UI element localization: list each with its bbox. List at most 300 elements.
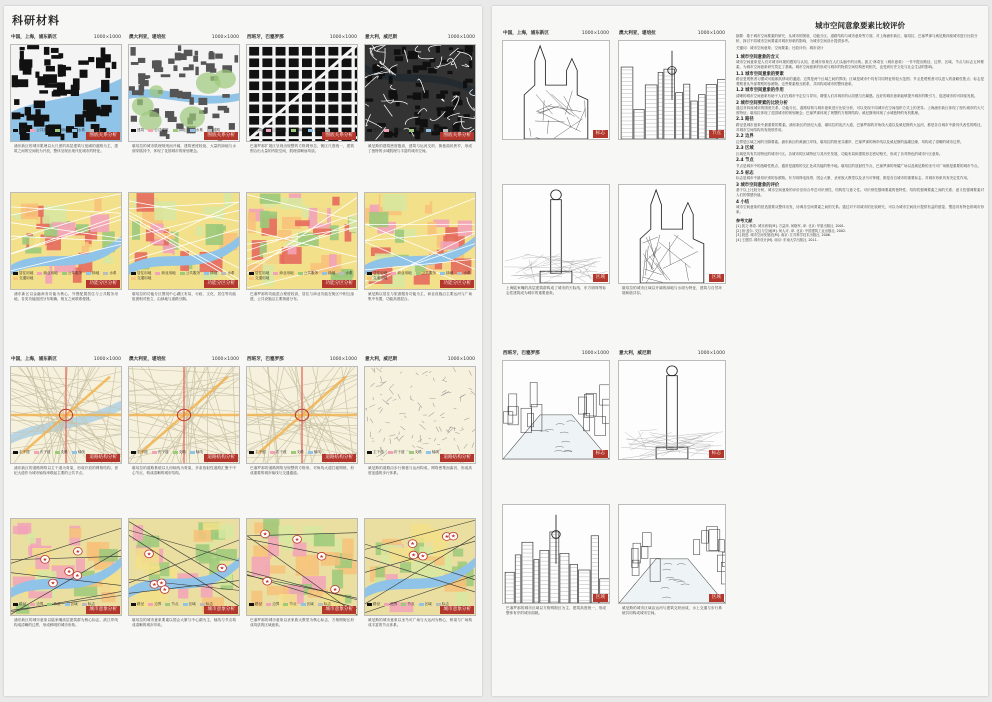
legend-item: [55, 450, 68, 454]
legend-item: [13, 450, 30, 454]
card-header: [618, 28, 726, 40]
landmarks-card: [128, 518, 240, 628]
legend-item: [30, 602, 43, 606]
map-legend: [13, 450, 85, 454]
svg-text:★: ★: [146, 551, 152, 558]
legend-swatch: [190, 451, 195, 454]
landmarks-card: [364, 518, 476, 628]
legend-swatch: [249, 272, 254, 275]
svg-text:★: ★: [42, 557, 48, 563]
legend-swatch: [283, 603, 288, 606]
legend-item: [270, 450, 287, 454]
article-title: 城市空间意象要素比较评价: [815, 21, 905, 30]
article-section-heading: 2.4 节点: [736, 158, 754, 164]
legend-swatch: [298, 272, 303, 275]
city-name: 澳大利亚，堪培拉: [129, 35, 166, 40]
legend-item: [367, 450, 384, 454]
legend-item: [416, 271, 436, 275]
legend-swatch: [367, 129, 372, 132]
article-section-heading: 2.1 路径: [736, 117, 754, 123]
axis-network-card: [246, 354, 358, 476]
reference-item: [4] 王建国. 城市设计[M]. 南京: 东南大学出版社, 2011.: [736, 237, 818, 242]
legend-item: [131, 128, 144, 132]
article-section-heading: 1.2 城市空间意象的作用: [736, 88, 784, 94]
analysis-caption: 堪培拉的功能分区围绕中心湖区布局，行政、文化、居住等功能组团相对独立，由绿地与道路分隔。: [132, 292, 236, 301]
figure-ground-drawing: [365, 45, 475, 141]
legend-label: 区域: [70, 602, 78, 606]
sketch-card: [618, 504, 726, 616]
analysis-caption: 威尼斯的建筑密度极高，建筑与运河交织，街巷曲折狭窄，形成了独特的水城肌理与丰富的城市空间。: [368, 144, 472, 153]
article-paragraph: 路径是观察者习惯或可能顺其移动的通道；边界是两个区域之间的界线；区域是城市中具有共同特征的较大范围；节点是观察者可以进入的战略性焦点；标志是观察者从外部观察的参照物。这些要素相互联系，共同构成城市的整体意象。: [736, 77, 984, 86]
analysis-caption: 浦东新区的城市意象以陆家嘴高层建筑群为核心标志，滨江岸线构成清晰的边界，形成鲜明的城市形象。: [14, 618, 118, 627]
legend-label: 交通用地: [373, 276, 388, 280]
legend-swatch: [148, 129, 153, 132]
article-paragraph: 城市空间意象的营造需要从整体出发，协调各空间要素之间的关系。通过对不同城市的比较研究，可以为城市空间设计提供有益的借鉴，塑造具有特色的城市形象。: [736, 205, 984, 214]
legend-label: 主干道: [373, 450, 384, 454]
legend-swatch: [457, 272, 462, 275]
sketch-drawing: [503, 505, 609, 603]
legend-swatch: [13, 603, 18, 606]
legend-item: [291, 128, 304, 132]
sketch-card: [502, 28, 610, 140]
legend-swatch: [131, 129, 136, 132]
legend-swatch: [103, 272, 108, 275]
map-legend: [13, 602, 95, 606]
svg-text:★: ★: [450, 533, 456, 540]
legend-label: 公共服务: [185, 271, 201, 275]
legend-label: 绿地: [328, 271, 336, 275]
legend-swatch: [131, 272, 136, 275]
legend-item: [173, 128, 186, 132]
legend-label: 边界: [272, 602, 280, 606]
svg-text:★: ★: [151, 582, 157, 588]
legend-item: [409, 450, 422, 454]
sketch-tag: 区域: [709, 594, 724, 602]
landmarks-drawing: [365, 519, 475, 615]
legend-item: [388, 450, 405, 454]
legend-label: 支路: [296, 450, 304, 454]
analysis-tag: 图底关系分析: [440, 132, 474, 140]
sketch-tag: 区域: [709, 274, 724, 282]
legend-item: [103, 271, 116, 275]
legend-label: 绿地: [60, 128, 68, 132]
legend-label: 居住用地: [373, 271, 388, 275]
legend-swatch: [34, 451, 39, 454]
legend-item: [221, 271, 234, 275]
sketch-card: [618, 348, 726, 460]
functional-zones-map: [364, 192, 476, 290]
legend-label: 主干道: [255, 450, 266, 454]
reference-item: [3] 段进. 城市空间发展论[M]. 南京: 江苏科学技术出版社, 2006.: [736, 233, 831, 238]
svg-text:★: ★: [332, 587, 338, 593]
landmarks-map: [10, 518, 122, 616]
city-name: 西班牙，巴塞罗那: [247, 357, 284, 362]
article-section-heading: 1 城市空间意象的含义: [736, 54, 780, 60]
sketch-tag: 标志: [593, 130, 608, 138]
legend-label: 居住用地: [255, 271, 270, 275]
sketch-drawing: [503, 185, 609, 283]
svg-text:★: ★: [50, 580, 56, 587]
map-legend: [249, 602, 331, 606]
legend-item: [322, 271, 335, 275]
legend-item: [384, 602, 397, 606]
legend-label: 路径: [137, 602, 145, 606]
sketch-image: [502, 184, 610, 284]
axis-network-drawing: [11, 367, 121, 463]
analysis-caption: 威尼斯以居住与旅游服务功能为主，商业设施沿主要运河与广场集中布置，功能高度混合。: [368, 292, 472, 301]
legend-swatch: [72, 451, 77, 454]
legend-item: [131, 271, 151, 275]
legend-item: [72, 450, 85, 454]
legend-swatch: [249, 277, 254, 280]
landmarks-map: [364, 518, 476, 616]
sketch-tag: 区域: [593, 594, 608, 602]
analysis-caption: 巴塞罗那的功能混合程度较高，居住与商业功能在街区中相互渗透，公共设施沿主要街道分布。: [250, 292, 354, 301]
legend-item: [72, 128, 85, 132]
legend-item: [301, 602, 314, 606]
legend-label: 轴线: [77, 450, 85, 454]
legend-label: 公共建筑: [36, 128, 51, 132]
legend-label: 主干道: [137, 450, 148, 454]
city-name: 意大利，威尼斯: [619, 351, 652, 356]
map-legend: [367, 450, 439, 454]
legend-label: 建筑: [137, 128, 145, 132]
legend-item: [131, 602, 144, 606]
svg-text:★: ★: [420, 554, 426, 560]
legend-swatch: [388, 451, 393, 454]
legend-item: [249, 602, 262, 606]
legend-label: 商业用地: [161, 271, 176, 275]
legend-label: 轴线: [195, 450, 203, 454]
sketch-drawing: [619, 41, 725, 139]
svg-text:★: ★: [262, 531, 268, 538]
legend-swatch: [291, 129, 296, 132]
analysis-caption: 浦东新区的道路网络以主干道为骨架，形成开放的网格结构，世纪大道作为城市轴线串联起主要的公共节点。: [14, 466, 118, 475]
legend-label: 区域: [424, 602, 432, 606]
card-header: [10, 354, 122, 366]
legend-label: 公共建筑: [272, 128, 287, 132]
legend-label: 区域: [188, 602, 196, 606]
sketch-drawing: [619, 505, 725, 603]
figure-ground-map: [128, 44, 240, 142]
legend-item: [13, 276, 33, 280]
legend-swatch: [426, 129, 431, 132]
axis-network-drawing: [129, 367, 239, 463]
map-size: 1000×1000: [697, 351, 725, 356]
sketch-image: [502, 504, 610, 604]
article-abstract: 摘要：基于城市空间要素的研究，从城市的图底、功能分区、道路结构与城市意象等方面，对上海浦东新区、堪培拉、巴塞罗那与威尼斯四座城市进行比较分析，探讨不同城市空间要素对城市形象的影响，为城市空间设计提供参考。: [736, 34, 978, 43]
legend-label: 次干道: [393, 450, 405, 454]
legend-label: 水系: [345, 271, 353, 275]
legend-swatch: [426, 451, 431, 454]
axis-network-drawing: [247, 367, 357, 463]
sketch-tag: 节点: [709, 130, 724, 138]
right-page: [492, 6, 988, 696]
legend-swatch: [249, 451, 254, 454]
sketch-drawing: [619, 361, 725, 459]
axis-network-card: [364, 354, 476, 476]
card-header: [246, 32, 358, 44]
legend-label: 交通用地: [255, 276, 270, 280]
legend-label: 建筑: [255, 128, 263, 132]
functional-zones-card: [128, 192, 240, 302]
legend-swatch: [148, 603, 153, 606]
analysis-caption: 巴塞罗那的道路网络呈规整的方格形，对角线大道打破网格，形成重要的城市轴线与交通通道。: [250, 466, 354, 475]
legend-item: [47, 602, 60, 606]
legend-swatch: [221, 272, 226, 275]
legend-label: 水系: [109, 271, 117, 275]
legend-swatch: [155, 272, 160, 275]
card-header: [364, 32, 476, 44]
legend-item: [409, 128, 422, 132]
functional-zones-map: [246, 192, 358, 290]
article-paragraph: 标志是城市中最易识别的参照物。东方明珠电视塔、国会大厦、圣家族大教堂以及圣马可钟楼，都是各自城市的重要标志，对城市形象具有决定性作用。: [736, 176, 971, 181]
legend-item: [339, 271, 352, 275]
legend-item: [165, 602, 178, 606]
legend-label: 商业用地: [279, 271, 294, 275]
legend-swatch: [339, 272, 344, 275]
sketch-drawing: [503, 361, 609, 459]
analysis-tag: 功能分区分析: [440, 280, 474, 288]
card-header: [618, 348, 726, 360]
axis-network-map: [10, 366, 122, 464]
landmarks-drawing: [129, 519, 239, 615]
legend-swatch: [384, 603, 389, 606]
analysis-tag: 道路结构分析: [86, 454, 120, 462]
legend-label: 边界: [390, 602, 398, 606]
legend-item: [391, 271, 411, 275]
legend-label: 公共建筑: [154, 128, 169, 132]
legend-item: [273, 271, 293, 275]
sketch-card: [502, 504, 610, 616]
sketch-image: [618, 360, 726, 460]
legend-label: 道路: [212, 128, 221, 132]
legend-swatch: [165, 603, 170, 606]
legend-label: 交通用地: [19, 276, 34, 280]
city-name: 意大利，威尼斯: [365, 357, 398, 362]
legend-label: 主干道: [19, 450, 30, 454]
article-paragraph: 基于以上比较分析，城市空间意象的评价应综合考虑可识别性、结构性与意义性。可识别性强调要素的独特性；结构性强调要素之间的关系；意义性强调要素对人们的情感价值。: [736, 188, 984, 198]
legend-item: [249, 128, 262, 132]
analysis-caption: 巴塞罗那扩展区呈现出规整的方格网形态，街区尺度统一，建筑围合出大量的内院空间，肌理清晰而均质。: [250, 144, 354, 153]
legend-item: [148, 128, 168, 132]
figure-ground-card: [128, 32, 240, 154]
map-size: 1000×1000: [93, 35, 121, 40]
legend-item: [401, 602, 414, 606]
legend-item: [148, 602, 161, 606]
legend-label: 商业用地: [43, 271, 58, 275]
sketch-caption: 堪培拉的城市区域以开阔的绿地与水面为特征，建筑与自然环境和谐共存。: [622, 286, 722, 295]
legend-item: [173, 450, 186, 454]
legend-label: 标志: [205, 602, 213, 606]
legend-label: 公共建筑: [390, 128, 405, 132]
legend-label: 公共服务: [421, 271, 437, 275]
legend-swatch: [173, 451, 178, 454]
legend-item: [65, 602, 78, 606]
legend-item: [131, 276, 151, 280]
city-name: 中国，上海，浦东新区: [11, 35, 57, 40]
references: [736, 224, 984, 242]
legend-swatch: [419, 603, 424, 606]
analysis-caption: 威尼斯的城市意象以圣马可广场与大运河为核心，桥梁与广场构成丰富的节点体系。: [368, 618, 472, 627]
legend-swatch: [173, 129, 178, 132]
legend-label: 道路: [448, 128, 457, 132]
sketch-drawing: [503, 41, 609, 139]
figure-ground-map: [10, 44, 122, 142]
legend-item: [131, 450, 148, 454]
functional-zones-card: [10, 192, 122, 302]
figure-ground-drawing: [247, 45, 357, 141]
sketch-card: [618, 184, 726, 296]
svg-text:★: ★: [219, 565, 225, 572]
legend-swatch: [391, 272, 396, 275]
legend-label: 轴线: [431, 450, 439, 454]
legend-swatch: [204, 272, 209, 275]
article-paragraph: 路径是城市意象中最重要的要素。浦东新区的世纪大道、堪培拉的宪法大道、巴塞罗那的对角线大道以及威尼斯的大运河，都是各自城市中最具代表性的路径，对城市空间结构具有统领作用。: [736, 122, 984, 132]
functional-zones-card: [364, 192, 476, 302]
analysis-tag: 道路结构分析: [322, 454, 356, 462]
map-legend: [367, 271, 473, 280]
article-paragraph: 边界是区域之间的分隔要素。浦东新区的黄浦江岸线、堪培拉的格里芬湖岸、巴塞罗那的海岸线以及威尼斯的潟湖边缘，均构成了清晰的城市边界。: [736, 139, 964, 144]
sketch-image: [618, 184, 726, 284]
axis-network-card: [128, 354, 240, 476]
legend-item: [37, 271, 57, 275]
svg-text:★: ★: [319, 554, 325, 560]
legend-item: [384, 128, 404, 132]
landmarks-map: [246, 518, 358, 616]
legend-label: 绿地: [92, 271, 100, 275]
landmarks-drawing: [11, 519, 121, 615]
legend-label: 建筑: [19, 128, 27, 132]
legend-item: [13, 271, 33, 275]
left-page: [4, 6, 482, 696]
legend-swatch: [47, 603, 52, 606]
legend-label: 标志: [441, 602, 449, 606]
legend-item: [367, 276, 387, 280]
legend-swatch: [131, 277, 136, 280]
legend-label: 节点: [53, 602, 61, 606]
legend-swatch: [131, 451, 136, 454]
city-name: 西班牙，巴塞罗那: [503, 351, 540, 356]
map-size: 1000×1000: [93, 357, 121, 362]
analysis-caption: 堪培拉的城市肌理规则而开阔，建筑密度较低，大量的绿地与水面穿插其中，体现了花园城市的规划理念。: [132, 144, 236, 153]
legend-label: 节点: [407, 602, 415, 606]
legend-item: [298, 271, 318, 275]
legend-item: [180, 271, 200, 275]
map-size: 1000×1000: [447, 35, 475, 40]
landmarks-map: [128, 518, 240, 616]
svg-text:★: ★: [264, 579, 270, 585]
city-name: 澳大利亚，堪培拉: [619, 31, 656, 36]
article-section-heading: 3 城市空间意象的评价: [736, 182, 780, 188]
axis-network-map: [128, 366, 240, 464]
legend-label: 节点: [171, 602, 179, 606]
legend-label: 次干道: [39, 450, 51, 454]
analysis-caption: 堪培拉的道路系统以几何轴线为骨架，多条放射性道路汇聚于中心节点，构成清晰的城市结构。: [132, 466, 236, 475]
analysis-tag: 城市意象分析: [204, 606, 238, 614]
legend-swatch: [308, 129, 313, 132]
map-size: 1000×1000: [211, 35, 239, 40]
card-header: [502, 28, 610, 40]
map-size: 1000×1000: [447, 357, 475, 362]
article-paragraph: 区域是具有共同特征的城市片区。各城市的区域特征与其历史发展、功能布局和建筑形态密切相关，形成了各具特色的城市片区意象。: [736, 151, 943, 156]
map-size: 1000×1000: [329, 357, 357, 362]
legend-label: 水系: [77, 128, 85, 132]
legend-item: [204, 271, 217, 275]
analysis-tag: 城市意象分析: [322, 606, 356, 614]
legend-item: [190, 128, 203, 132]
analysis-caption: 巴塞罗那的城市意象以圣家族大教堂为核心标志，方格网街区形成均质的区域意象。: [250, 618, 354, 627]
legend-swatch: [367, 451, 372, 454]
sketch-caption: 上海陆家嘴的高层建筑群构成了城市的天际线，东方明珠等标志性建筑成为城市的重要意象。: [506, 286, 606, 295]
article-keywords: 关键词：城市空间意象；空间要素；比较评价；城市设计: [736, 46, 824, 51]
svg-text:★: ★: [410, 541, 416, 548]
legend-swatch: [37, 272, 42, 275]
figure-ground-drawing: [11, 45, 121, 141]
city-name: 澳大利亚，堪培拉: [129, 357, 166, 362]
sketch-caption: 巴塞罗那的城市区域以方格网街区为主，建筑高度统一，形成整体有序的城市面貌。: [506, 606, 606, 615]
article-paragraph: 城市空间意象是人们对城市环境的感知与认知，是城市形象在人们头脑中的反映。凯文·林奇在《城市意象》一书中提出路径、边界、区域、节点与标志五种要素，为城市空间意象研究奠定了基础。城市空间意象的形成与城市的物质空间结构密切相关，也受到历史文化与社会生活的影响。: [736, 60, 984, 69]
analysis-tag: 功能分区分析: [86, 280, 120, 288]
analysis-tag: 图底关系分析: [322, 132, 356, 140]
functional-zones-card: [246, 192, 358, 302]
legend-swatch: [401, 603, 406, 606]
svg-text:★: ★: [75, 549, 81, 555]
legend-item: [62, 271, 82, 275]
legend-label: 交通用地: [137, 276, 152, 280]
map-legend: [367, 602, 449, 606]
svg-text:★: ★: [444, 534, 450, 540]
legend-item: [426, 128, 439, 132]
svg-text:★: ★: [74, 573, 80, 579]
legend-label: 水系: [313, 128, 321, 132]
page-title: 科研材料: [12, 14, 60, 27]
analysis-tag: 功能分区分析: [322, 280, 356, 288]
legend-item: [367, 602, 380, 606]
sketch-tag: 标志: [709, 450, 724, 458]
legend-swatch: [308, 451, 313, 454]
legend-swatch: [270, 451, 275, 454]
legend-item: [283, 602, 296, 606]
legend-swatch: [190, 129, 195, 132]
sketch-image: [502, 40, 610, 140]
legend-label: 区域: [306, 602, 314, 606]
card-header: [10, 32, 122, 44]
city-name: 中国，上海，浦东新区: [503, 31, 549, 36]
legend-label: 路径: [255, 602, 263, 606]
sketch-image: [502, 360, 610, 460]
legend-swatch: [291, 451, 296, 454]
legend-swatch: [152, 451, 157, 454]
legend-swatch: [409, 129, 414, 132]
sketch-image: [618, 40, 726, 140]
legend-swatch: [131, 603, 136, 606]
legend-label: 节点: [289, 602, 297, 606]
landmarks-card: [246, 518, 358, 628]
analysis-tag: 城市意象分析: [440, 606, 474, 614]
map-legend: [249, 450, 321, 454]
legend-label: 公共服务: [303, 271, 319, 275]
legend-item: [13, 128, 26, 132]
reference-item: [2] 扬·盖尔. 交往与空间[M]. 何人可, 译. 北京: 中国建筑工业出版社, 2002.: [736, 228, 847, 233]
sketch-caption: 威尼斯的城市区域由运河与建筑交织而成，水上交通与步行系统共同构成城市空间。: [622, 606, 722, 615]
legend-label: 建筑: [373, 128, 381, 132]
article-section-heading: 2.2 边界: [736, 134, 754, 140]
legend-label: 商业用地: [397, 271, 412, 275]
axis-network-card: [10, 354, 122, 476]
legend-label: 支路: [414, 450, 422, 454]
legend-swatch: [249, 129, 254, 132]
